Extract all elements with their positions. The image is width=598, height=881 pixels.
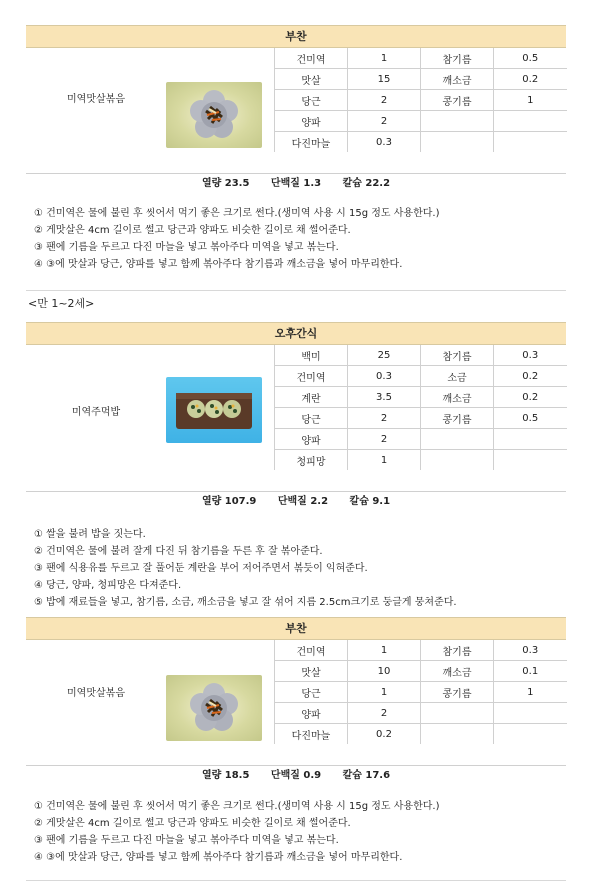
ingredient-amount [494, 132, 567, 153]
ingredient-amount: 0.3 [494, 345, 567, 366]
ingredient-name [421, 429, 494, 450]
dish-name: 미역주먹밥 [71, 407, 121, 418]
ingredient-name: 참기름 [421, 640, 494, 661]
ingredient-name: 양파 [275, 703, 348, 724]
table-row [275, 682, 567, 703]
calcium: 칼슘 17.6 [342, 770, 391, 781]
recipe-card [26, 640, 566, 863]
step-item: ② 게맛살은 4cm 길이로 썰고 당근과 양파도 비슷한 길이로 채 썰어준다. [34, 225, 351, 236]
ingredient-name: 당근 [275, 408, 348, 429]
ingredient-amount: 15 [348, 69, 421, 90]
step-item: ② 건미역은 물에 불려 잘게 다진 뒤 참기름을 두른 후 잘 볶아준다. [34, 546, 323, 557]
ingredient-name: 참기름 [421, 345, 494, 366]
ingredient-amount: 1 [494, 90, 567, 111]
table-row [275, 661, 567, 682]
ingredient-amount: 10 [348, 661, 421, 682]
ingredient-name: 당근 [275, 90, 348, 111]
ingredient-amount [494, 450, 567, 471]
section-header: 부찬 [26, 25, 566, 48]
rice-ball-image [166, 377, 262, 443]
ingredient-amount: 0.2 [494, 366, 567, 387]
ingredient-amount: 1 [494, 682, 567, 703]
ingredient-amount [494, 703, 567, 724]
ingredient-name: 백미 [275, 345, 348, 366]
ingredient-name: 계란 [275, 387, 348, 408]
ingredient-name [421, 111, 494, 132]
ingredient-table [274, 640, 567, 744]
ingredient-name: 다진마늘 [275, 132, 348, 153]
age-group-heading: <만 1~2세> [28, 297, 95, 310]
step-item: ④ 당근, 양파, 청피망은 다져준다. [34, 580, 182, 591]
ingredient-amount [494, 429, 567, 450]
cooking-steps [34, 798, 564, 866]
ingredient-amount: 0.2 [348, 724, 421, 745]
section-side-dish-1 [26, 25, 566, 270]
table-row [275, 48, 567, 69]
ingredient-amount: 1 [348, 450, 421, 471]
table-row [275, 132, 567, 153]
ingredient-name: 맛살 [275, 661, 348, 682]
ingredient-name: 참기름 [421, 48, 494, 69]
ingredient-amount [494, 724, 567, 745]
ingredient-amount: 0.5 [494, 48, 567, 69]
ingredient-amount: 1 [348, 682, 421, 703]
dish-photo [166, 377, 262, 443]
seaweed-stirfry-image [166, 675, 262, 741]
table-row [275, 69, 567, 90]
calories: 열량 23.5 [201, 178, 250, 189]
ingredient-amount: 2 [348, 111, 421, 132]
section-side-dish-2 [26, 617, 566, 863]
step-item: ④ ③에 맛살과 당근, 양파를 넣고 함께 볶아주다 참기름과 깨소금을 넣어 마무리한다. [34, 852, 403, 863]
table-row [275, 703, 567, 724]
ingredient-table [274, 48, 567, 152]
recipe-card [26, 345, 566, 608]
dish-photo [166, 82, 262, 148]
step-item: ② 게맛살은 4cm 길이로 썰고 당근과 양파도 비슷한 길이로 채 썰어준다. [34, 818, 351, 829]
ingredient-amount: 1 [348, 48, 421, 69]
seaweed-stirfry-image [166, 82, 262, 148]
step-item: ③ 팬에 기름을 두르고 다진 마늘을 넣고 볶아주다 미역을 넣고 볶는다. [34, 242, 339, 253]
ingredient-name: 깨소금 [421, 387, 494, 408]
protein: 단백질 0.9 [270, 770, 322, 781]
section-divider [26, 290, 566, 291]
ingredient-amount: 2 [348, 408, 421, 429]
nutrition-line [26, 765, 566, 785]
dish-name: 미역맛살볶음 [67, 94, 125, 105]
calories: 열량 18.5 [201, 770, 250, 781]
ingredient-name [421, 450, 494, 471]
ingredient-amount: 2 [348, 429, 421, 450]
ingredient-name: 양파 [275, 429, 348, 450]
recipe-card [26, 48, 566, 270]
step-item: ③ 팬에 기름을 두르고 다진 마늘을 넣고 볶아주다 미역을 넣고 볶는다. [34, 835, 339, 846]
ingredient-amount: 2 [348, 90, 421, 111]
ingredient-amount: 0.3 [348, 132, 421, 153]
ingredient-name: 건미역 [275, 48, 348, 69]
ingredient-amount: 25 [348, 345, 421, 366]
nutrition-line [26, 491, 566, 511]
ingredient-name: 맛살 [275, 69, 348, 90]
ingredient-name: 소금 [421, 366, 494, 387]
ingredient-name: 청피망 [275, 450, 348, 471]
ingredient-name: 건미역 [275, 640, 348, 661]
ingredient-name: 당근 [275, 682, 348, 703]
ingredient-amount: 0.1 [494, 661, 567, 682]
protein: 단백질 1.3 [270, 178, 322, 189]
step-item: ④ ③에 맛살과 당근, 양파를 넣고 함께 볶아주다 참기름과 깨소금을 넣어 마무리한다. [34, 259, 403, 270]
table-row [275, 724, 567, 745]
ingredient-name: 깨소금 [421, 69, 494, 90]
calories: 열량 107.9 [201, 496, 257, 507]
ingredient-amount: 0.3 [348, 366, 421, 387]
section-snack [26, 322, 566, 608]
ingredient-amount [494, 111, 567, 132]
nutrition-line [26, 173, 566, 193]
table-row [275, 640, 567, 661]
step-item: ⑤ 밥에 재료들을 넣고, 참기름, 소금, 깨소금을 넣고 잘 섞어 지름 2.5cm크기로 둥글게 뭉쳐준다. [34, 597, 457, 608]
step-item: ① 쌀을 불려 밥을 짓는다. [34, 529, 146, 540]
table-row [275, 111, 567, 132]
ingredient-name [421, 132, 494, 153]
ingredient-name [421, 703, 494, 724]
ingredient-name: 콩기름 [421, 90, 494, 111]
table-row [275, 450, 567, 471]
ingredient-name: 콩기름 [421, 408, 494, 429]
calcium: 칼슘 9.1 [349, 496, 391, 507]
table-row [275, 408, 567, 429]
step-item: ① 건미역은 물에 불린 후 씻어서 먹기 좋은 크기로 썬다.(생미역 사용 시 15g 정도 사용한다.) [34, 801, 440, 812]
ingredient-name: 깨소금 [421, 661, 494, 682]
step-item: ③ 팬에 식용유를 두르고 잘 풀어둔 계란을 부어 저어주면서 볶듯이 익혀준다. [34, 563, 368, 574]
dish-name: 미역맛살볶음 [67, 688, 125, 699]
ingredient-amount: 3.5 [348, 387, 421, 408]
table-row [275, 366, 567, 387]
ingredient-amount: 0.2 [494, 387, 567, 408]
dish-photo [166, 675, 262, 741]
ingredient-amount: 1 [348, 640, 421, 661]
ingredient-amount: 0.3 [494, 640, 567, 661]
section-header: 오후간식 [26, 322, 566, 345]
cooking-steps [34, 205, 564, 273]
ingredient-amount: 2 [348, 703, 421, 724]
step-item: ① 건미역은 물에 불린 후 씻어서 먹기 좋은 크기로 썬다.(생미역 사용 시 15g 정도 사용한다.) [34, 208, 440, 219]
protein: 단백질 2.2 [277, 496, 329, 507]
ingredient-name: 건미역 [275, 366, 348, 387]
table-row [275, 345, 567, 366]
table-row [275, 387, 567, 408]
ingredient-amount: 0.5 [494, 408, 567, 429]
ingredient-name [421, 724, 494, 745]
ingredient-table [274, 345, 567, 470]
ingredient-name: 콩기름 [421, 682, 494, 703]
ingredient-amount: 0.2 [494, 69, 567, 90]
table-row [275, 90, 567, 111]
section-header: 부찬 [26, 617, 566, 640]
table-row [275, 429, 567, 450]
ingredient-name: 양파 [275, 111, 348, 132]
calcium: 칼슘 22.2 [342, 178, 391, 189]
ingredient-name: 다진마늘 [275, 724, 348, 745]
cooking-steps [34, 526, 564, 611]
